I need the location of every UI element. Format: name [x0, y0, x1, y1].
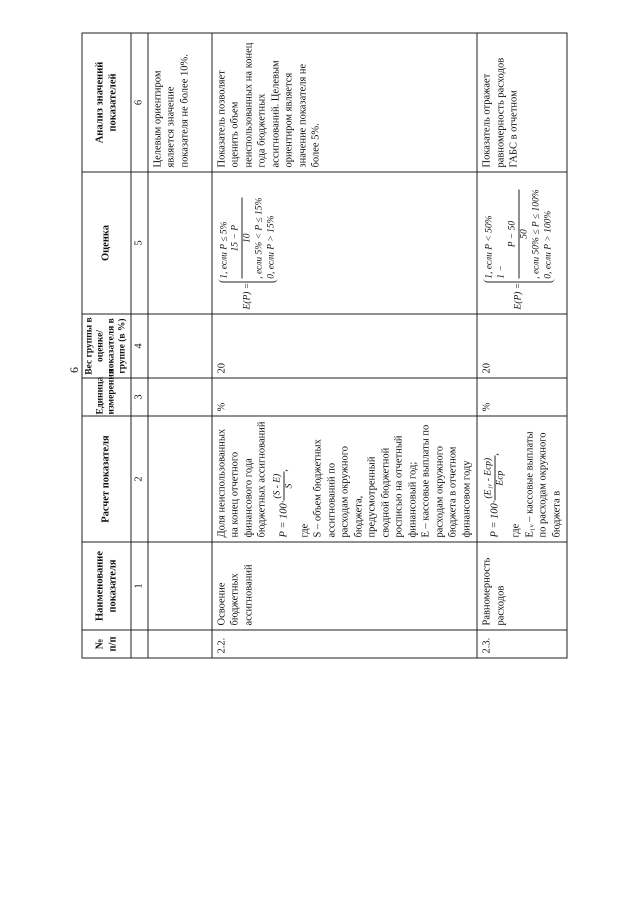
- where-label: где: [510, 523, 521, 537]
- weight-cell: 20: [211, 314, 477, 378]
- where-label: где: [298, 523, 310, 537]
- unit-cell: %: [477, 378, 567, 416]
- col-number: 4: [131, 314, 148, 378]
- table-row: [211, 33, 477, 658]
- e-definition: E – кассовые выплаты по расходам окружного бюджета в отчетном финансовом году: [420, 424, 472, 537]
- calc-cell: [211, 416, 477, 542]
- eval-formula: E(P) = 1, если P ≤ 5% 15 − P 10 , если 5% < P ≤ 15% 0, если P > 15%: [218, 197, 276, 309]
- col-number: 6: [131, 33, 148, 172]
- calc-intro: Доля неиспользованных на конец отчетного финансового года бюджетных ассигнований: [215, 420, 267, 537]
- analysis-cell: Показатель позволяет оценить объем неиспользованных на конец года бюджетных ассигнований. Целевым ориентиром является значение показателя не более 5%.: [211, 33, 477, 172]
- row-number: 2.3.: [477, 630, 567, 658]
- row-number: 2.2.: [211, 630, 477, 658]
- calc-cell: [477, 416, 567, 542]
- eval-cell: [211, 172, 477, 314]
- header-num: № п/п: [82, 630, 131, 658]
- calc-formula: P = 100· (S - E) S ,: [271, 468, 294, 537]
- header-analysis: Анализ значений показателей: [82, 33, 131, 172]
- header-eval: Оценка: [82, 172, 131, 314]
- indicators-table: [81, 32, 567, 658]
- calc-formula: P = 100· (E₁ᵥ - Eср) Eср ,: [483, 452, 505, 537]
- unit-cell: %: [211, 378, 477, 416]
- s-definition: S – объем бюджетных ассигнований по расходам окружного бюджета, предусмотренный сводной бюджетной росписью на отчетный финансовый год;: [312, 434, 418, 537]
- header-weight: Вес группы в оценке/ показателя в группе (в %): [82, 314, 131, 378]
- col-number: 3: [131, 378, 148, 416]
- indicator-name: Равномерность расходов: [477, 542, 567, 630]
- analysis-cell: Целевым ориентиром является значение показателя не более 10%.: [147, 33, 211, 172]
- e-definition: E₁ᵥ – кассовые выплаты по расходам окружного бюджета в: [523, 430, 562, 537]
- header-calc: Расчет показателя: [82, 416, 131, 542]
- eval-cell: [477, 172, 567, 314]
- column-number-row: [131, 33, 148, 658]
- header-name: Наименование показателя: [82, 542, 131, 630]
- indicator-name: Освоение бюджетных ассигнований: [211, 542, 477, 630]
- header-row: [82, 33, 131, 658]
- table-row: [147, 33, 211, 658]
- analysis-cell: Показатель отражает равномерность расходов ГАБС в отчетном: [477, 33, 567, 172]
- col-number: 1: [131, 542, 148, 630]
- header-unit: Единица измерения: [82, 378, 131, 416]
- col-number: 5: [131, 172, 148, 314]
- weight-cell: 20: [477, 314, 567, 378]
- page-number: 6: [67, 367, 81, 373]
- col-number: 2: [131, 416, 148, 542]
- eval-formula: E(P) = 1, если P < 50% 1 − P − 50 50 , если 50% ≤ P ≤ 100% 0, если P > 100%: [484, 188, 553, 309]
- col-number-blank: [131, 630, 148, 658]
- rotated-table-container: [81, 33, 562, 658]
- table-row: [477, 33, 567, 658]
